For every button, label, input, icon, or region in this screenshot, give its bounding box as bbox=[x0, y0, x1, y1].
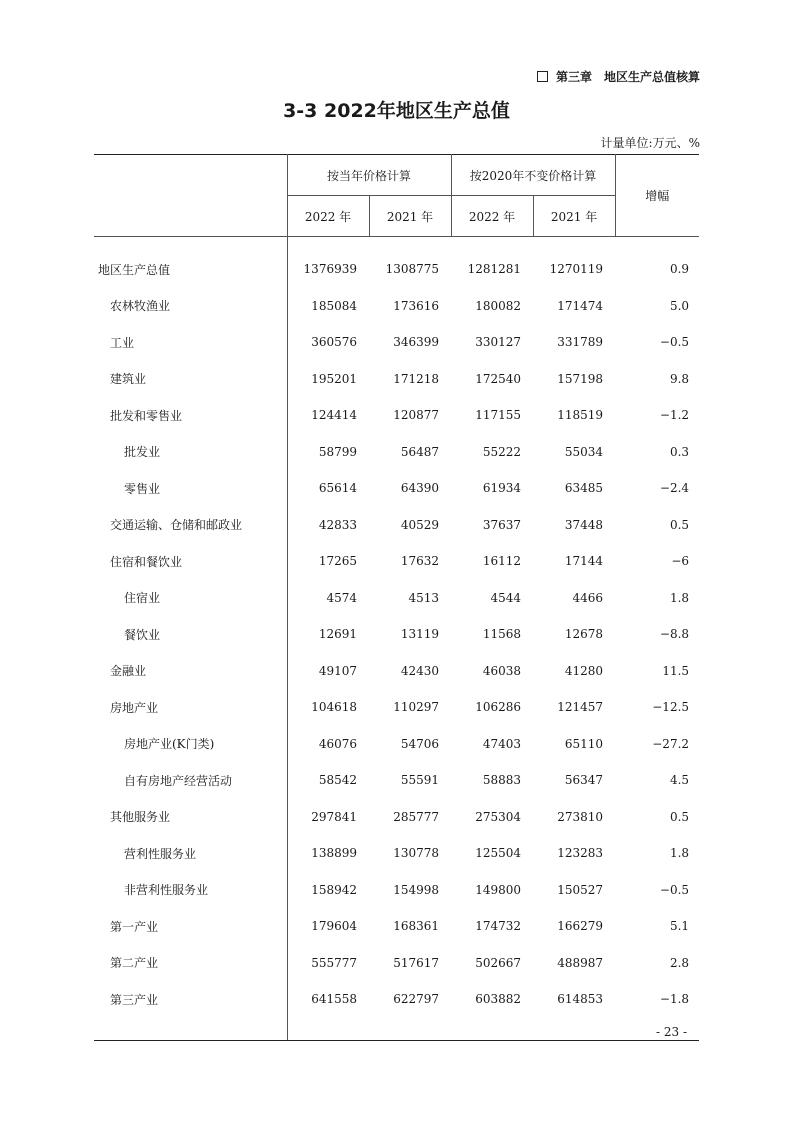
cell-constant-2022: 330127 bbox=[475, 335, 522, 350]
row-label: 交通运输、仓储和邮政业 bbox=[94, 507, 287, 544]
row-label-header bbox=[94, 155, 287, 237]
cell-current-2022: 1376939 bbox=[303, 262, 357, 277]
cell-current-2022: 185084 bbox=[311, 298, 357, 313]
table-row bbox=[94, 872, 699, 909]
cell-current-2022: 641558 bbox=[311, 992, 357, 1007]
constant-price-header: 按2020年不变价格计算 bbox=[451, 155, 615, 196]
cell-constant-2022: 603882 bbox=[475, 992, 522, 1007]
cell-current-2022: 297841 bbox=[311, 809, 357, 824]
cell-current-2021: 1308775 bbox=[385, 262, 440, 277]
cell-current-2021: 622797 bbox=[393, 992, 440, 1007]
cell-constant-2022: 172540 bbox=[475, 371, 522, 386]
cell-growth: 5.0 bbox=[669, 298, 690, 313]
table-body bbox=[94, 237, 699, 1041]
cell-current-2021: 13119 bbox=[400, 627, 440, 642]
table-row bbox=[94, 689, 699, 726]
cell-constant-2022: 117155 bbox=[475, 408, 522, 423]
cell-current-2021: 56487 bbox=[400, 444, 440, 459]
cell-constant-2022: 1281281 bbox=[467, 262, 522, 277]
row-label: 自有房地产经营活动 bbox=[94, 762, 287, 799]
unit-label: 计量单位:万元、% bbox=[600, 136, 700, 150]
cell-growth: 5.1 bbox=[669, 919, 690, 934]
cell-constant-2022: 149800 bbox=[475, 882, 522, 897]
cell-current-2021: 130778 bbox=[393, 846, 440, 861]
row-label: 农林牧渔业 bbox=[94, 288, 287, 325]
table-row bbox=[94, 361, 699, 398]
row-label: 住宿和餐饮业 bbox=[94, 543, 287, 580]
cell-constant-2021: 123283 bbox=[557, 846, 604, 861]
cell-constant-2022: 125504 bbox=[475, 846, 522, 861]
table-row bbox=[94, 799, 699, 836]
cell-constant-2021: 150527 bbox=[557, 882, 604, 897]
row-label: 房地产业 bbox=[94, 689, 287, 726]
cell-growth: 0.5 bbox=[669, 517, 690, 532]
cell-current-2022: 138899 bbox=[311, 846, 357, 861]
cell-current-2022: 360576 bbox=[311, 335, 357, 350]
cell-current-2022: 124414 bbox=[311, 408, 357, 423]
cell-current-2021: 346399 bbox=[393, 335, 440, 350]
table-row bbox=[94, 324, 699, 361]
cell-growth: 1.8 bbox=[669, 590, 690, 605]
cell-constant-2022: 37637 bbox=[482, 517, 522, 532]
growth-header: 增幅 bbox=[615, 155, 699, 237]
current-2021-header: 2021 年 bbox=[369, 196, 451, 237]
cell-current-2021: 54706 bbox=[400, 736, 440, 751]
table-row bbox=[94, 288, 699, 325]
cell-constant-2021: 63485 bbox=[564, 481, 604, 496]
page-number: - 23 - bbox=[655, 1025, 687, 1039]
cell-growth: −2.4 bbox=[659, 481, 690, 496]
row-label: 金融业 bbox=[94, 653, 287, 690]
cell-current-2022: 58542 bbox=[318, 773, 357, 788]
cell-current-2022: 195201 bbox=[311, 371, 357, 386]
cell-constant-2021: 166279 bbox=[557, 919, 604, 934]
checkbox-square-icon bbox=[537, 71, 548, 82]
cell-constant-2021: 331789 bbox=[557, 335, 604, 350]
table-row bbox=[94, 945, 699, 982]
cell-current-2022: 4574 bbox=[326, 590, 357, 605]
constant-2022-header: 2022 年 bbox=[451, 196, 533, 237]
cell-growth: −0.5 bbox=[659, 882, 690, 897]
table-row bbox=[94, 726, 699, 763]
table-row bbox=[94, 616, 699, 653]
cell-current-2021: 17632 bbox=[400, 554, 440, 569]
chapter-header bbox=[537, 68, 700, 85]
gdp-table-container bbox=[94, 154, 699, 1041]
table-row bbox=[94, 237, 699, 288]
cell-growth: 0.9 bbox=[669, 262, 690, 277]
cell-constant-2022: 61934 bbox=[482, 481, 522, 496]
cell-current-2021: 120877 bbox=[393, 408, 440, 423]
cell-constant-2021: 614853 bbox=[557, 992, 604, 1007]
cell-current-2021: 40529 bbox=[400, 517, 440, 532]
cell-growth: 0.3 bbox=[669, 444, 690, 459]
table-row bbox=[94, 470, 699, 507]
cell-constant-2021: 273810 bbox=[557, 809, 604, 824]
row-label: 其他服务业 bbox=[94, 799, 287, 836]
cell-current-2021: 110297 bbox=[393, 700, 440, 715]
row-label: 营利性服务业 bbox=[94, 835, 287, 872]
current-2022-header: 2022 年 bbox=[287, 196, 369, 237]
row-label: 非营利性服务业 bbox=[94, 872, 287, 909]
cell-constant-2021: 1270119 bbox=[549, 262, 604, 277]
cell-constant-2022: 16112 bbox=[482, 554, 522, 569]
cell-constant-2022: 106286 bbox=[475, 700, 522, 715]
table-row bbox=[94, 580, 699, 617]
cell-constant-2021: 157198 bbox=[557, 371, 604, 386]
cell-constant-2022: 46038 bbox=[482, 663, 522, 678]
row-label: 第二产业 bbox=[94, 945, 287, 982]
row-label: 地区生产总值 bbox=[94, 237, 287, 288]
row-label: 房地产业(K门类) bbox=[94, 726, 287, 763]
row-label: 工业 bbox=[94, 324, 287, 361]
row-label: 建筑业 bbox=[94, 361, 287, 398]
cell-current-2021: 42430 bbox=[400, 663, 440, 678]
cell-constant-2021: 41280 bbox=[564, 663, 604, 678]
cell-current-2022: 58799 bbox=[318, 444, 357, 459]
cell-current-2021: 171218 bbox=[393, 371, 440, 386]
table-row bbox=[94, 762, 699, 799]
cell-growth: 0.5 bbox=[669, 809, 690, 824]
cell-constant-2021: 118519 bbox=[557, 408, 604, 423]
row-label: 第三产业 bbox=[94, 981, 287, 1018]
cell-current-2022: 104618 bbox=[311, 700, 357, 715]
cell-current-2021: 154998 bbox=[393, 882, 440, 897]
cell-constant-2022: 502667 bbox=[475, 955, 522, 970]
table-row bbox=[94, 835, 699, 872]
cell-constant-2021: 171474 bbox=[557, 298, 604, 313]
gdp-table bbox=[94, 154, 699, 1041]
cell-growth: 9.8 bbox=[669, 371, 690, 386]
cell-current-2021: 64390 bbox=[400, 481, 440, 496]
cell-growth: −6 bbox=[671, 554, 690, 569]
row-label: 零售业 bbox=[94, 470, 287, 507]
cell-current-2021: 173616 bbox=[393, 298, 440, 313]
chapter-label: 第三章 地区生产总值核算 bbox=[555, 70, 700, 84]
cell-growth: 2.8 bbox=[669, 955, 690, 970]
cell-current-2022: 65614 bbox=[318, 481, 357, 496]
cell-current-2022: 158942 bbox=[311, 882, 357, 897]
table-row bbox=[94, 543, 699, 580]
cell-constant-2021: 65110 bbox=[564, 736, 604, 751]
cell-growth: −1.2 bbox=[659, 408, 690, 423]
cell-growth: −8.8 bbox=[659, 627, 690, 642]
cell-constant-2022: 58883 bbox=[482, 773, 522, 788]
cell-constant-2021: 17144 bbox=[564, 554, 604, 569]
cell-current-2021: 4513 bbox=[408, 590, 440, 605]
table-row bbox=[94, 434, 699, 471]
cell-current-2022: 12691 bbox=[318, 627, 357, 642]
row-label: 住宿业 bbox=[94, 580, 287, 617]
cell-constant-2021: 488987 bbox=[557, 955, 604, 970]
cell-constant-2021: 56347 bbox=[564, 773, 604, 788]
cell-current-2022: 46076 bbox=[318, 736, 357, 751]
cell-constant-2021: 4466 bbox=[572, 590, 604, 605]
cell-constant-2021: 37448 bbox=[564, 517, 604, 532]
row-label: 第一产业 bbox=[94, 908, 287, 945]
cell-constant-2022: 55222 bbox=[482, 444, 522, 459]
cell-constant-2022: 47403 bbox=[482, 736, 522, 751]
table-row bbox=[94, 507, 699, 544]
table-row bbox=[94, 981, 699, 1018]
cell-constant-2021: 121457 bbox=[557, 700, 604, 715]
cell-current-2022: 555777 bbox=[311, 955, 357, 970]
cell-current-2022: 49107 bbox=[318, 663, 357, 678]
cell-current-2021: 168361 bbox=[393, 919, 440, 934]
row-label: 餐饮业 bbox=[94, 616, 287, 653]
cell-growth: −1.8 bbox=[659, 992, 690, 1007]
cell-constant-2022: 180082 bbox=[475, 298, 522, 313]
current-price-header: 按当年价格计算 bbox=[287, 155, 451, 196]
cell-growth: −12.5 bbox=[652, 700, 690, 715]
cell-growth: −0.5 bbox=[659, 335, 690, 350]
cell-growth: 11.5 bbox=[662, 663, 690, 678]
table-row bbox=[94, 653, 699, 690]
table-row bbox=[94, 908, 699, 945]
cell-constant-2022: 11568 bbox=[482, 627, 522, 642]
cell-constant-2021: 55034 bbox=[564, 444, 604, 459]
table-row bbox=[94, 397, 699, 434]
cell-current-2022: 42833 bbox=[318, 517, 357, 532]
cell-constant-2022: 174732 bbox=[475, 919, 522, 934]
cell-current-2021: 285777 bbox=[393, 809, 440, 824]
cell-constant-2021: 12678 bbox=[564, 627, 604, 642]
constant-2021-header: 2021 年 bbox=[533, 196, 615, 237]
page-title: 3-3 2022年地区生产总值 bbox=[283, 100, 510, 122]
cell-constant-2022: 4544 bbox=[490, 590, 522, 605]
cell-current-2021: 55591 bbox=[400, 773, 440, 788]
cell-constant-2022: 275304 bbox=[475, 809, 522, 824]
cell-growth: −27.2 bbox=[652, 736, 690, 751]
cell-growth: 4.5 bbox=[669, 773, 690, 788]
cell-current-2021: 517617 bbox=[393, 955, 440, 970]
cell-growth: 1.8 bbox=[669, 846, 690, 861]
row-label: 批发业 bbox=[94, 434, 287, 471]
cell-current-2022: 17265 bbox=[318, 554, 357, 569]
table-bottom-rule bbox=[94, 1018, 699, 1041]
cell-current-2022: 179604 bbox=[311, 919, 357, 934]
row-label: 批发和零售业 bbox=[94, 397, 287, 434]
